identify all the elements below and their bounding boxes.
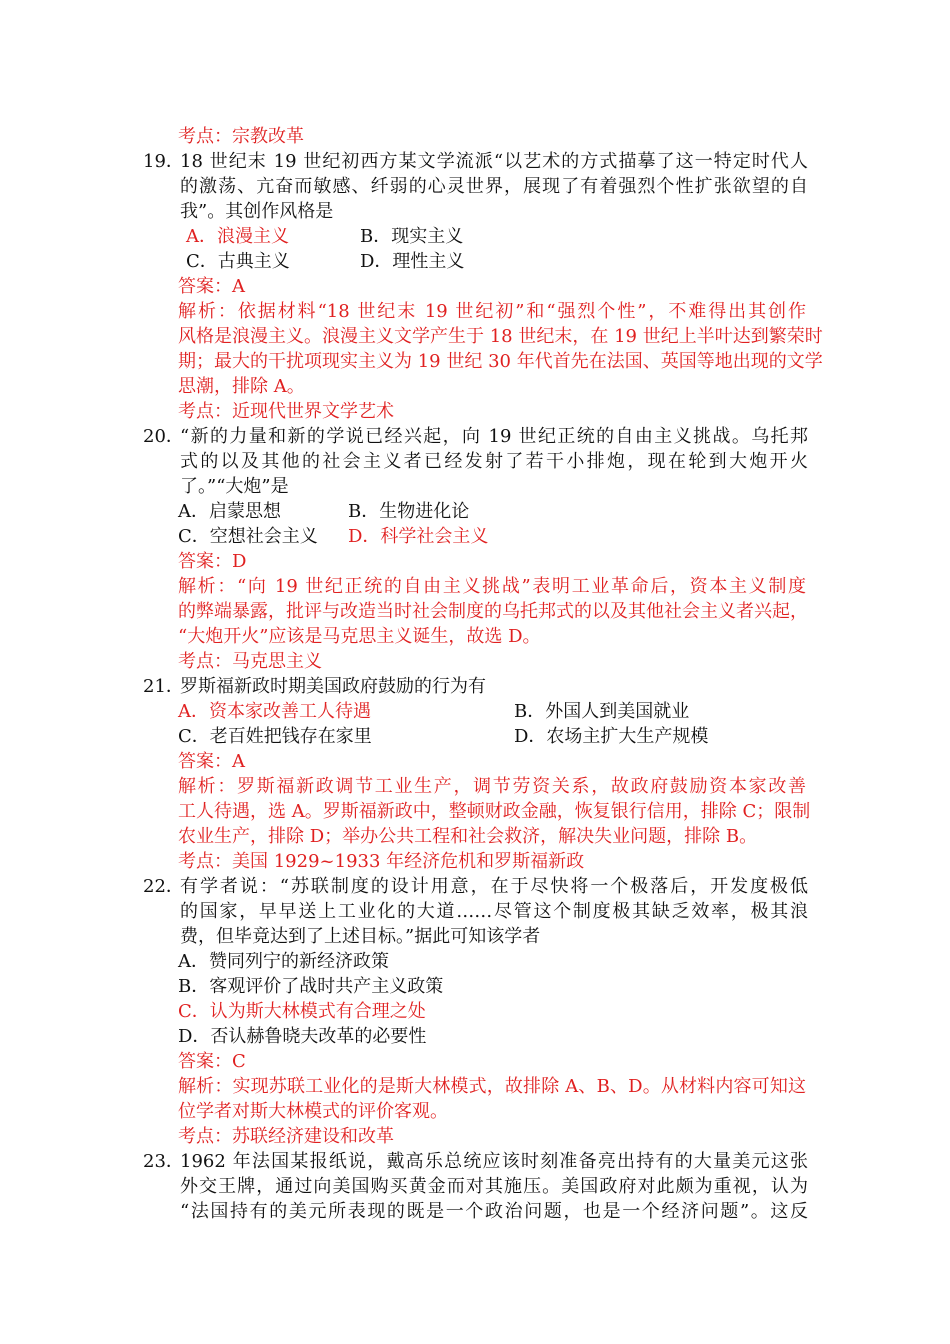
q19-stem-line-2: 的激荡、亢奋而敏感、纤弱的心灵世界，展现了有着强烈个性扩张欲望的自 xyxy=(180,176,808,197)
q22-stem-line-2: 的国家，早早送上工业化的大道……尽管这个制度极其缺乏效率，极其浪 xyxy=(180,901,808,922)
q19-option-a: A．浪漫主义 xyxy=(186,226,289,247)
q20-analysis-line-3: “大炮开火”应该是马克思主义诞生，故选 D。 xyxy=(178,626,541,647)
q22-option-c: C．认为斯大林模式有合理之处 xyxy=(178,1001,426,1022)
q19-analysis-line-1: 解析：依据材料“18 世纪末 19 世纪初”和“强烈个性”，不难得出其创作 xyxy=(178,301,806,322)
q22-answer: 答案：C xyxy=(178,1051,246,1072)
q22-analysis-line-1: 解析：实现苏联工业化的是斯大林模式，故排除 A、B、D。从材料内容可知这 xyxy=(178,1076,806,1097)
q19-option-d: D．理性主义 xyxy=(360,251,465,272)
q21-number: 21． xyxy=(143,676,184,697)
q23-stem-line-3: “法国持有的美元所表现的既是一个政治问题，也是一个经济问题”。这反 xyxy=(180,1201,808,1222)
q20-option-b: B．生物进化论 xyxy=(348,501,470,522)
q19-stem-line-1: 18 世纪末 19 世纪初西方某文学流派“以艺术的方式描摹了这一特定时代人 xyxy=(180,151,808,172)
q23-number: 23． xyxy=(143,1151,184,1172)
q20-option-d: D．科学社会主义 xyxy=(348,526,489,547)
q21-option-b: B．外国人到美国就业 xyxy=(514,701,690,722)
q21-analysis-line-3: 农业生产，排除 D；举办公共工程和社会救济，解决失业问题，排除 B。 xyxy=(178,826,758,847)
q21-analysis-line-1: 解析：罗斯福新政调节工业生产，调节劳资关系，故政府鼓励资本家改善 xyxy=(178,776,806,797)
q22-analysis-line-2: 位学者对斯大林模式的评价客观。 xyxy=(178,1101,448,1122)
q20-topic: 考点：马克思主义 xyxy=(178,651,322,672)
q20-analysis-line-1: 解析：“向 19 世纪正统的自由主义挑战”表明工业革命后，资本主义制度 xyxy=(178,576,806,597)
q20-option-a: A．启蒙思想 xyxy=(178,501,281,522)
q19-topic: 考点：近现代世界文学艺术 xyxy=(178,401,394,422)
q19-number: 19． xyxy=(143,151,184,172)
q22-stem-line-1: 有学者说：“苏联制度的设计用意，在于尽快将一个极落后，开发度极低 xyxy=(180,876,808,897)
q20-answer: 答案：D xyxy=(178,551,247,572)
q20-stem-line-2: 式的以及其他的社会主义者已经发射了若干小排炮，现在轮到大炮开火 xyxy=(180,451,808,472)
q21-stem-line-1: 罗斯福新政时期美国政府鼓励的行为有 xyxy=(180,676,486,697)
q19-answer: 答案：A xyxy=(178,276,245,297)
q20-analysis-line-2: 的弊端暴露，批评与改造当时社会制度的乌托邦式的以及其他社会主义者兴起， xyxy=(178,601,808,622)
q19-analysis-line-4: 思潮，排除 A。 xyxy=(178,376,305,397)
q22-option-d: D．否认赫鲁晓夫改革的必要性 xyxy=(178,1026,427,1047)
q21-topic: 考点：美国 1929~1933 年经济危机和罗斯福新政 xyxy=(178,851,585,872)
q19-analysis-line-3: 期；最大的干扰项现实主义为 19 世纪 30 年代首先在法国、英国等地出现的文学 xyxy=(178,351,823,372)
q18-topic: 考点：宗教改革 xyxy=(178,126,304,147)
q23-stem-line-2: 外交王牌，通过向美国购买黄金而对其施压。美国政府对此颇为重视，认为 xyxy=(180,1176,808,1197)
q19-analysis-line-2: 风格是浪漫主义。浪漫主义文学产生于 18 世纪末，在 19 世纪上半叶达到繁荣时 xyxy=(178,326,823,347)
q21-option-c: C．老百姓把钱存在家里 xyxy=(178,726,372,747)
q19-option-b: B．现实主义 xyxy=(360,226,464,247)
q21-analysis-line-2: 工人待遇，选 A。罗斯福新政中，整顿财政金融，恢复银行信用，排除 C；限制 xyxy=(178,801,811,822)
q22-option-a: A．赞同列宁的新经济政策 xyxy=(178,951,389,972)
q20-stem-line-1: “新的力量和新的学说已经兴起，向 19 世纪正统的自由主义挑战。乌托邦 xyxy=(180,426,808,447)
q22-stem-line-3: 费，但毕竟达到了上述目标。”据此可知该学者 xyxy=(180,926,541,947)
q21-option-d: D．农场主扩大生产规模 xyxy=(514,726,709,747)
q22-number: 22． xyxy=(143,876,184,897)
q22-option-b: B．客观评价了战时共产主义政策 xyxy=(178,976,444,997)
q21-option-a: A．资本家改善工人待遇 xyxy=(178,701,371,722)
q20-number: 20． xyxy=(143,426,184,447)
q23-stem-line-1: 1962 年法国某报纸说，戴高乐总统应该时刻准备亮出持有的大量美元这张 xyxy=(180,1151,808,1172)
q21-answer: 答案：A xyxy=(178,751,245,772)
q19-option-c: C．古典主义 xyxy=(186,251,290,272)
q20-option-c: C．空想社会主义 xyxy=(178,526,318,547)
q19-stem-line-3: 我”。其创作风格是 xyxy=(180,201,334,222)
q20-stem-line-3: 了。”“大炮”是 xyxy=(180,476,289,497)
q22-topic: 考点：苏联经济建设和改革 xyxy=(178,1126,394,1147)
